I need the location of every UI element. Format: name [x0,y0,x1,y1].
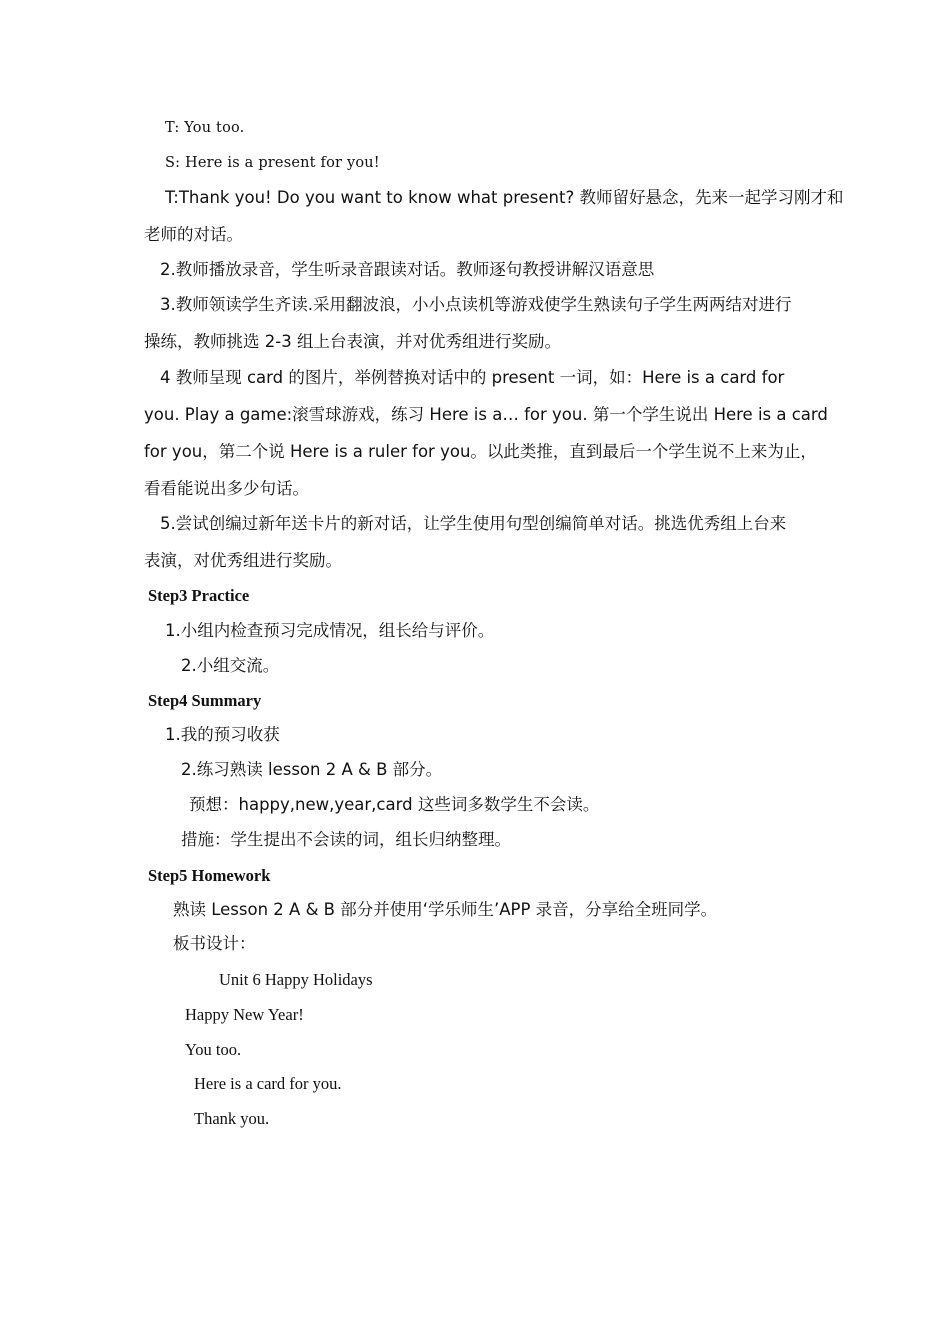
board-line: Happy New Year! [185,1005,304,1024]
paragraph-line: 熟读 Lesson 2 A & B 部分并使用‘学乐师生’APP 录音，分享给全班同学。 [173,900,718,919]
list-item: 3.教师领读学生齐读.采用翻波浪，小小点读机等游戏使学生熟读句子学生两两结对进行 [160,295,792,314]
section-heading-step5: Step5 Homework [148,866,271,885]
paragraph-line: you. Play a game:滚雪球游戏，练习 Here is a… for you. 第一个学生说出 Here is a card [144,405,828,424]
paragraph-line: for you，第二个说 Here is a ruler for you。以此类推，直到最后一个学生说不上来为止， [144,442,817,461]
board-line: You too. [185,1040,242,1059]
paragraph-line: 表演，对优秀组进行奖励。 [144,551,342,570]
list-item: 2.小组交流。 [181,656,280,675]
blackboard-design-label: 板书设计： [173,934,256,953]
list-item: 1.小组内检查预习完成情况，组长给与评价。 [165,621,495,640]
board-line: Thank you. [194,1109,270,1128]
section-heading-step3: Step3 Practice [148,586,250,605]
dialogue-line-student: S: Here is a present for you! [165,155,380,171]
paragraph-line: 措施：学生提出不会读的词，组长归纳整理。 [181,830,511,849]
paragraph-line: 操练，教师挑选 2-3 组上台表演，并对优秀组进行奖励。 [144,332,561,351]
list-item: 5.尝试创编过新年送卡片的新对话，让学生使用句型创编简单对话。挑选优秀组上台来 [160,514,787,533]
paragraph-line: 预想：happy,new,year,card 这些词多数学生不会读。 [189,795,600,814]
section-heading-step4: Step4 Summary [148,691,262,710]
board-line: Here is a card for you. [194,1074,342,1093]
list-item: 1.我的预习收获 [165,725,280,744]
paragraph-line: 看看能说出多少句话。 [144,479,309,498]
dialogue-line-teacher: T: You too. [165,120,245,136]
list-item: 2.教师播放录音，学生听录音跟读对话。教师逐句教授讲解汉语意思 [160,260,655,279]
board-title: Unit 6 Happy Holidays [219,970,373,989]
list-item: 4 教师呈现 card 的图片，举例替换对话中的 present 一词，如：Here is a card for [160,368,785,387]
list-item: 2.练习熟读 lesson 2 A & B 部分。 [181,760,443,779]
paragraph-line: T:Thank you! Do you want to know what present? 教师留好悬念，先来一起学习刚才和 [165,188,844,207]
paragraph-line: 老师的对话。 [144,225,243,244]
